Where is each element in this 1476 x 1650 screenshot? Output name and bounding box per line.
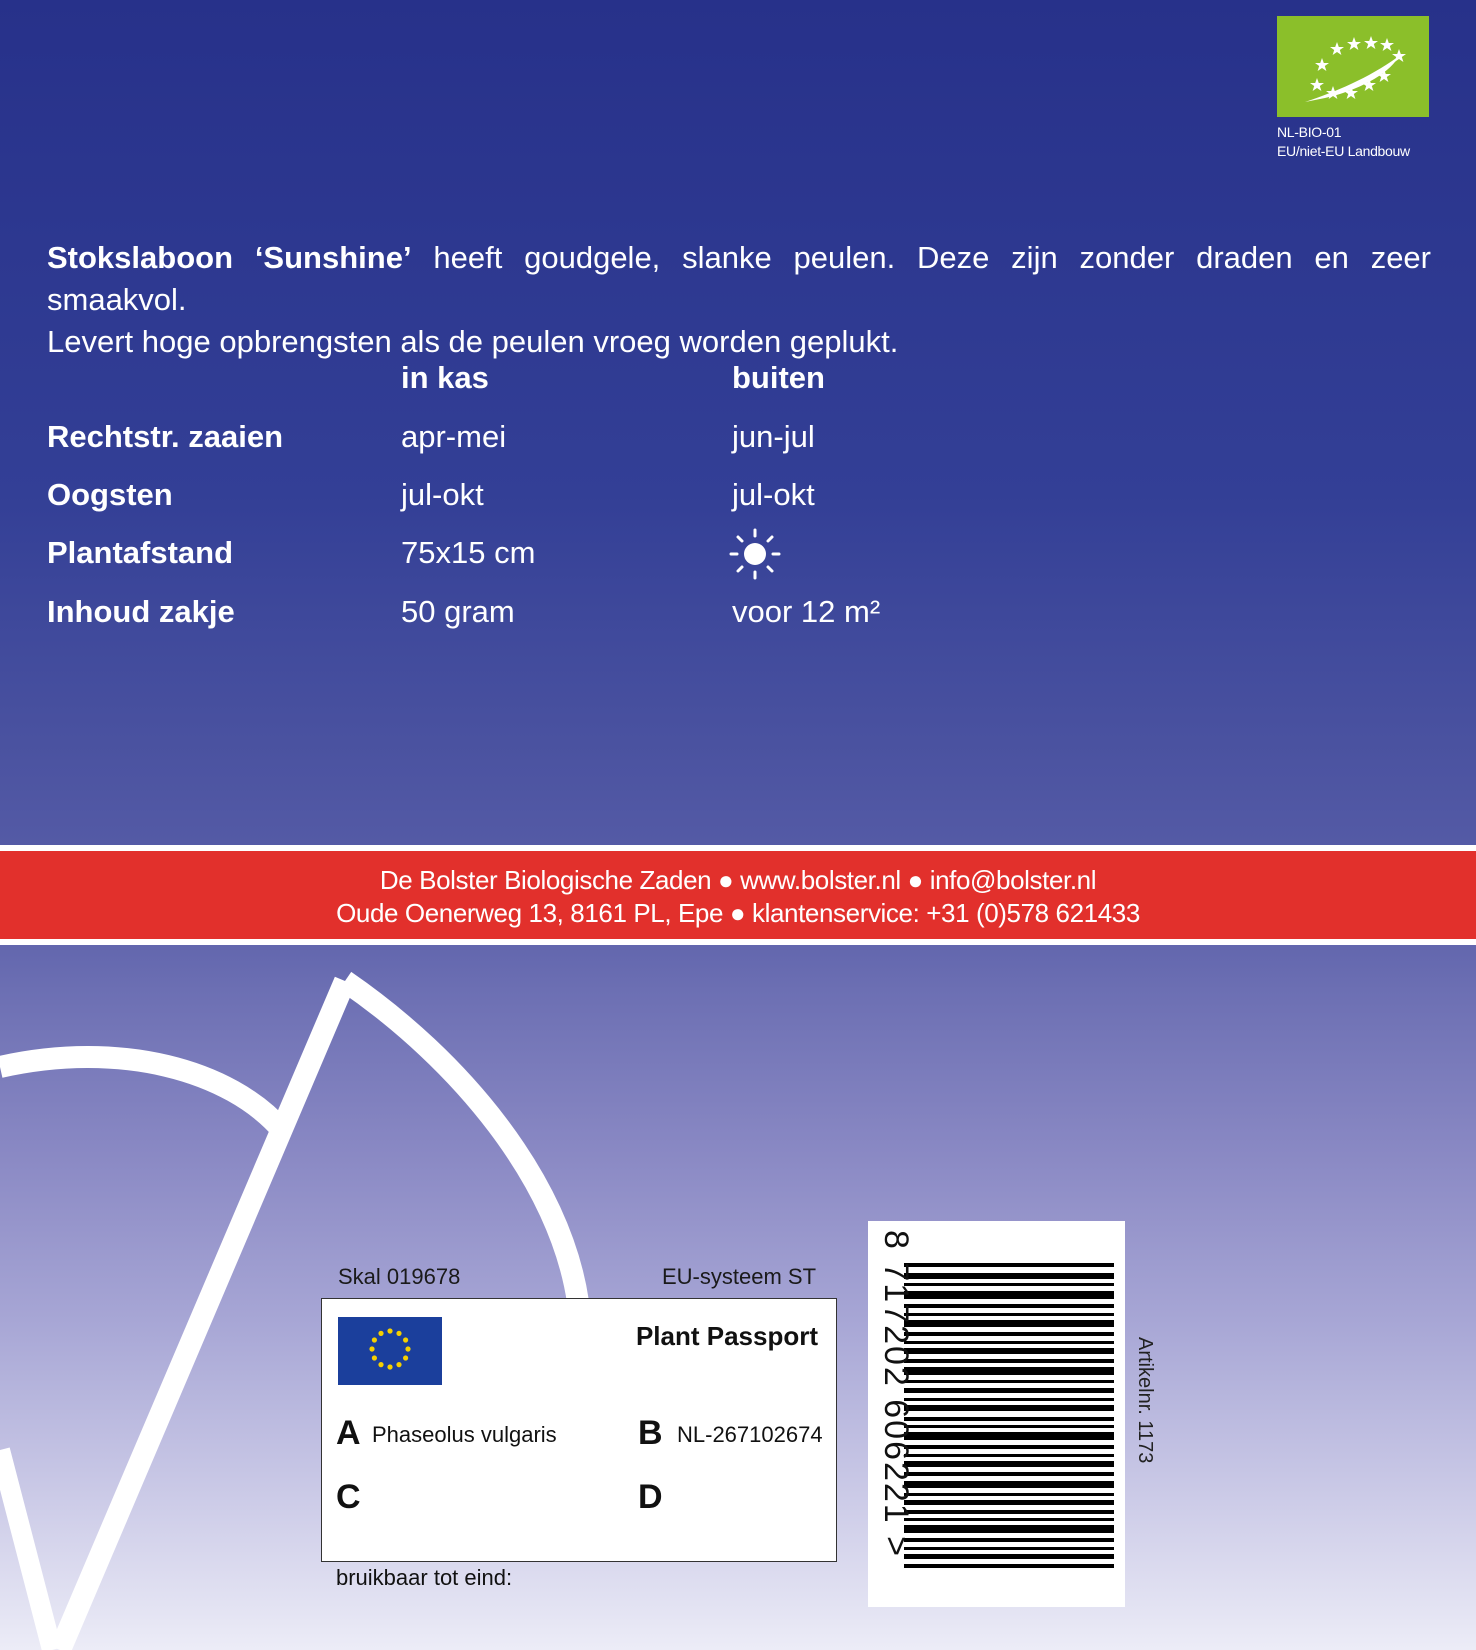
plant-passport (321, 1298, 837, 1562)
description-line2: Levert hoge opbrengsten als de peulen vroeg worden geplukt. (47, 324, 899, 359)
passport-field-c-label: C (336, 1478, 361, 1516)
skal-number: Skal 019678 (338, 1264, 461, 1289)
eu-system: EU-systeem ST (662, 1264, 817, 1289)
inhoud-value: 50 gram (401, 594, 515, 629)
oogsten-buiten: jul-okt (732, 477, 815, 512)
product-description (47, 237, 1431, 363)
passport-field-b-label: B (638, 1414, 663, 1452)
passport-field-a-label: A (336, 1414, 361, 1452)
registration-number: NL-267102674 (677, 1422, 823, 1447)
col-header-buiten: buiten (732, 360, 825, 395)
row-label-zaaien: Rechtstr. zaaien (47, 419, 284, 454)
plant-passport-title: Plant Passport (635, 1321, 818, 1351)
article-number: Artikelnr. 1173 (1134, 1337, 1156, 1464)
barcode-number: 8 717202 606221 > (877, 1230, 915, 1559)
plantafstand-value: 75x15 cm (401, 535, 536, 570)
best-before-label: bruikbaar tot eind: (336, 1565, 513, 1590)
organic-leaf-icon (1277, 16, 1429, 117)
row-label-plantafstand: Plantafstand (47, 535, 234, 570)
article-number-block (1133, 1337, 1161, 1537)
company-contact-line: De Bolster Biologische Zaden ● www.bolster.nl ● info@bolster.nl (379, 865, 1097, 895)
certification-origin: EU/niet-EU Landbouw (1277, 143, 1410, 159)
passport-field-d-label: D (638, 1478, 663, 1516)
sun-icon (729, 528, 781, 580)
eu-organic-logo (1277, 16, 1429, 117)
inhoud-coverage: voor 12 m² (732, 594, 881, 629)
oogsten-in-kas: jul-okt (401, 477, 484, 512)
company-address-line: Oude Oenerweg 13, 8161 PL, Epe ● klantenservice: +31 (0)578 621433 (336, 898, 1140, 928)
row-label-inhoud: Inhoud zakje (47, 594, 235, 629)
col-header-in-kas: in kas (401, 360, 489, 395)
row-label-oogsten: Oogsten (47, 477, 173, 512)
zaaien-buiten: jun-jul (732, 419, 815, 454)
botanical-name: Phaseolus vulgaris (372, 1422, 557, 1447)
zaaien-in-kas: apr-mei (401, 419, 507, 454)
product-name: Stokslaboon ‘Sunshine’ (47, 240, 412, 275)
description-line1: heeft goudgele, slanke peulen. Deze zijn zonder draden en zeer smaakvol. (47, 240, 1431, 317)
eu-flag-icon (338, 1317, 442, 1385)
certification-code: NL-BIO-01 (1277, 124, 1342, 140)
barcode-digits (878, 1230, 914, 1600)
